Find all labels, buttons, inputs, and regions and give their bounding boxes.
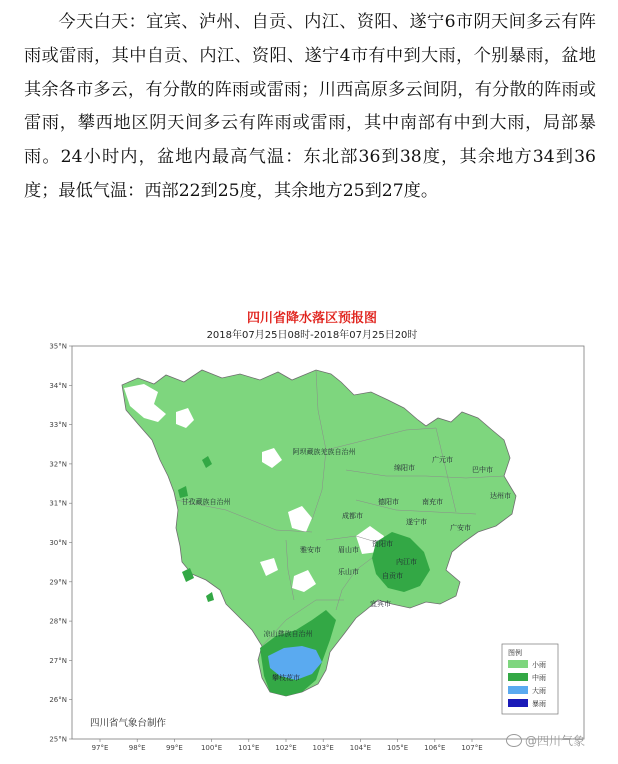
city-guangyuan-label: 广元市	[432, 456, 453, 464]
map-credit: 四川省气象台制作	[90, 718, 167, 729]
longitude-axis	[92, 739, 483, 752]
lat-tick-label: 33°N	[49, 421, 67, 430]
lon-tick-label: 98°E	[128, 744, 146, 752]
weibo-icon	[506, 734, 522, 747]
legend-label: 中雨	[532, 674, 546, 682]
map-legend	[502, 644, 558, 714]
legend-title: 图例	[508, 649, 522, 657]
region-liangshan-label: 凉山彝族自治州	[263, 630, 313, 638]
city-guangan-label: 广安市	[450, 524, 471, 532]
lat-tick-label: 27°N	[49, 656, 67, 665]
lon-tick-label: 103°E	[312, 744, 334, 752]
precipitation-forecast-map	[26, 300, 598, 764]
lat-tick-label: 30°N	[49, 539, 67, 547]
legend-swatch	[508, 699, 528, 707]
lon-tick-label: 99°E	[165, 744, 183, 752]
lon-tick-label: 100°E	[200, 744, 223, 752]
city-panzhihua-label: 攀枝花市	[272, 674, 300, 682]
city-nanchong-label: 南充市	[422, 498, 443, 506]
city-mianyang-label: 绵阳市	[394, 464, 415, 472]
article-text	[24, 6, 596, 209]
legend-swatch	[508, 660, 528, 668]
legend-label: 小雨	[532, 661, 546, 669]
legend-swatch	[508, 686, 528, 694]
lat-tick-label: 32°N	[49, 460, 67, 469]
city-neijiang-label: 内江市	[396, 558, 417, 566]
city-meishan-label: 眉山市	[338, 546, 359, 554]
map-title: 四川省降水落区预报图	[246, 311, 378, 326]
map-subtitle: 2018年07月25日08时-2018年07月25日20时	[206, 330, 418, 341]
map-canvas	[26, 300, 598, 764]
lon-tick-label: 102°E	[275, 744, 297, 752]
city-dazhou-label: 达州市	[490, 492, 511, 500]
lat-tick-label: 26°N	[49, 696, 67, 705]
city-suining-label: 遂宁市	[406, 518, 427, 526]
lon-tick-label: 107°E	[461, 744, 483, 752]
lon-tick-label: 106°E	[424, 744, 446, 752]
lon-tick-label: 104°E	[349, 744, 372, 752]
legend-label: 大雨	[532, 687, 546, 695]
city-yibin-label: 宜宾市	[370, 600, 391, 608]
city-chengdu-label: 成都市	[342, 512, 363, 520]
lat-tick-label: 34°N	[49, 381, 67, 390]
lat-tick-label: 29°N	[49, 578, 67, 587]
lon-tick-label: 105°E	[386, 744, 409, 752]
lat-tick-label: 35°N	[49, 342, 67, 351]
latitude-axis	[49, 343, 72, 744]
region-aba-label: 阿坝藏族羌族自治州	[292, 448, 356, 456]
legend-label: 暴雨	[532, 700, 546, 708]
article-paragraph: 今天白天：宜宾、泸州、自贡、内江、资阳、遂宁6市阴天间多云有阵雨或雷雨，其中自贡、内江、资阳、遂宁4市有中到大雨，个别暴雨，盆地其余各市多云，有分散的阵雨或雷雨；川西高原多云间阴，有分散的阵雨或雷雨，攀西地区阴天间多云有阵雨或雷雨，其中南部有中到大雨，局部暴雨。24小时内，盆地内最高气温：东北部36到38度，其余地方34到36度；最低气温：西部22到25度，其余地方25到27度。	[24, 12, 596, 201]
region-ganzi-label: 甘孜藏族自治州	[181, 498, 231, 506]
city-yaan-label: 雅安市	[300, 546, 321, 554]
lat-tick-label: 25°N	[49, 735, 67, 744]
weibo-watermark	[506, 732, 585, 749]
lat-tick-label: 31°N	[49, 499, 67, 508]
city-leshan-label: 乐山市	[338, 568, 359, 576]
city-zigong-label: 自贡市	[382, 572, 403, 580]
city-ziyang-label: 资阳市	[372, 540, 393, 548]
watermark-text: @四川气象	[525, 734, 586, 748]
lon-tick-label: 101°E	[238, 744, 260, 752]
lat-tick-label: 28°N	[49, 617, 67, 626]
legend-swatch	[508, 673, 528, 681]
city-deyang-label: 德阳市	[378, 498, 399, 506]
city-bazhong-label: 巴中市	[472, 466, 493, 474]
lon-tick-label: 97°E	[91, 744, 109, 752]
